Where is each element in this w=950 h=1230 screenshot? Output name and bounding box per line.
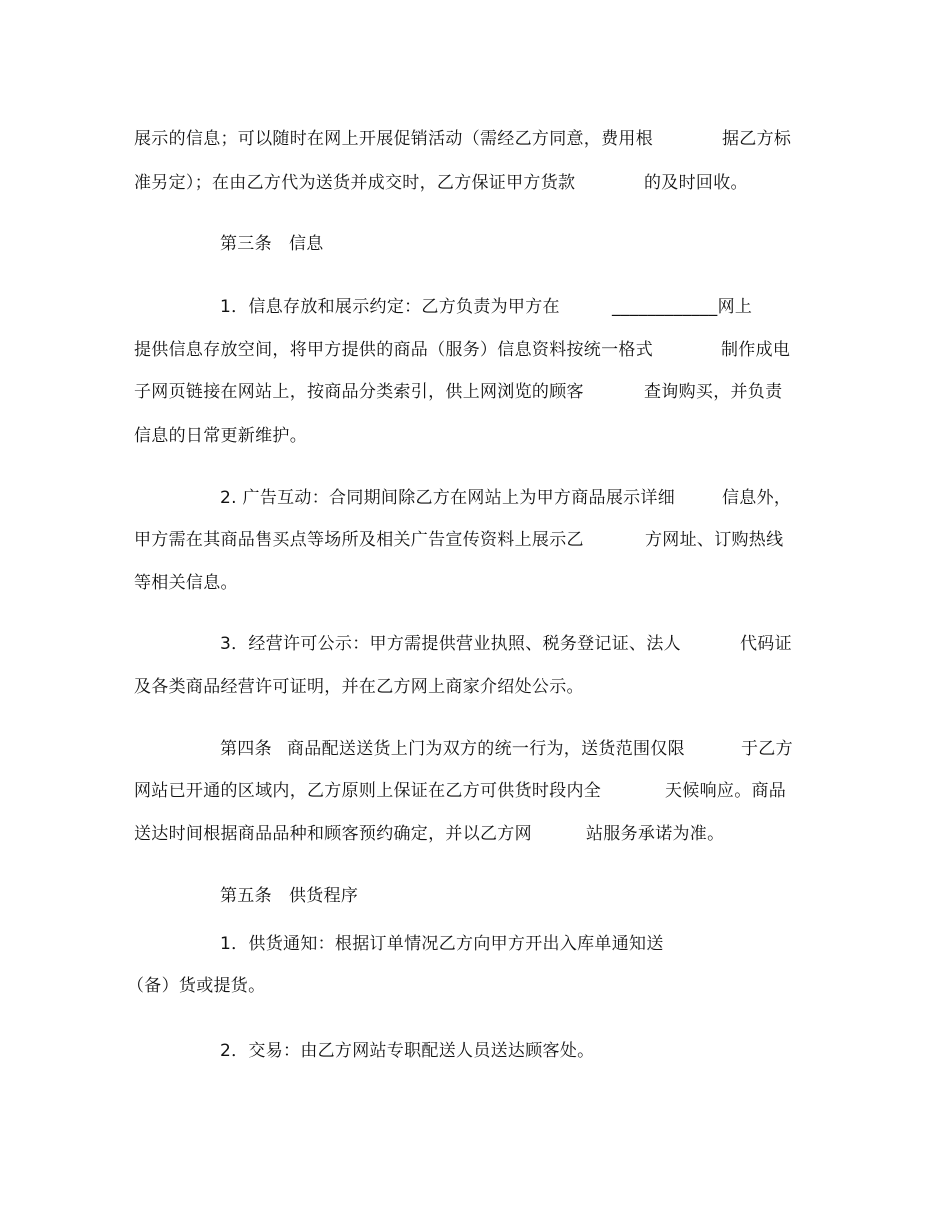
article-number: 第三条: [220, 234, 272, 254]
text-segment: 1．供货通知：根据订单情况乙方向甲方开出入库单通知送: [220, 934, 664, 954]
text-segment: 查询购买，并负责: [644, 382, 783, 402]
text-segment: 制作成电: [721, 340, 791, 360]
text-segment: 提供信息存放空间，将甲方提供的商品（服务）信息资料按统一格式: [134, 340, 653, 360]
text-segment: 站服务承诺为准。: [586, 824, 725, 844]
article-number: 第五条: [220, 886, 272, 906]
text-segment: 甲方需在其商品售买点等场所及相关广告宣传资料上展示乙: [134, 530, 584, 550]
text-segment: 天候响应。商品: [665, 781, 787, 801]
article-title: 供货程序: [289, 886, 359, 906]
text-segment: 网站已开通的区域内，乙方原则上保证在乙方可供货时段内全: [134, 781, 602, 801]
text-segment: 送达时间根据商品品种和顾客预约确定，并以乙方网: [134, 824, 532, 844]
text-segment: 及各类商品经营许可证明，并在乙方网上商家介绍处公示。: [134, 677, 584, 697]
text-segment: 据乙方标: [722, 129, 792, 149]
text-segment: 准另定）；在由乙方代为送货并成交时，乙方保证甲方货款: [134, 173, 576, 193]
text-segment: 展示的信息；可以随时在网上开展促销活动（需经乙方同意，费用根: [134, 129, 653, 149]
article-title: 信息: [289, 234, 324, 254]
text-segment: 等相关信息。: [134, 573, 238, 593]
text-segment: 于乙方: [741, 739, 793, 759]
text-segment: 信息的日常更新维护。: [134, 426, 307, 446]
text-segment: 子网页链接在网站上，按商品分类索引，供上网浏览的顾客: [134, 382, 584, 402]
text-segment: 2. 广告互动：合同期间除乙方在网站上为甲方商品展示详细: [220, 488, 676, 508]
text-segment: 信息外，: [722, 488, 792, 508]
text-segment: 的及时回收。: [644, 173, 748, 193]
text-segment: 2．交易：由乙方网站专职配送人员送达顾客处。: [220, 1041, 595, 1061]
text-segment: 3．经营许可公示：甲方需提供营业执照、税务登记证、法人: [220, 634, 681, 654]
text-segment: 方网址、订购热线: [645, 530, 784, 550]
text-segment: （备）货或提货。: [127, 976, 266, 996]
text-segment: 代码证: [740, 634, 792, 654]
text-segment: ____________网上: [612, 297, 753, 317]
text-segment: 商品配送送货上门为双方的统一行为，送货范围仅限: [287, 739, 685, 759]
text-segment: 1．信息存放和展示约定：乙方负责为甲方在: [220, 297, 560, 317]
article-number: 第四条: [220, 739, 272, 759]
